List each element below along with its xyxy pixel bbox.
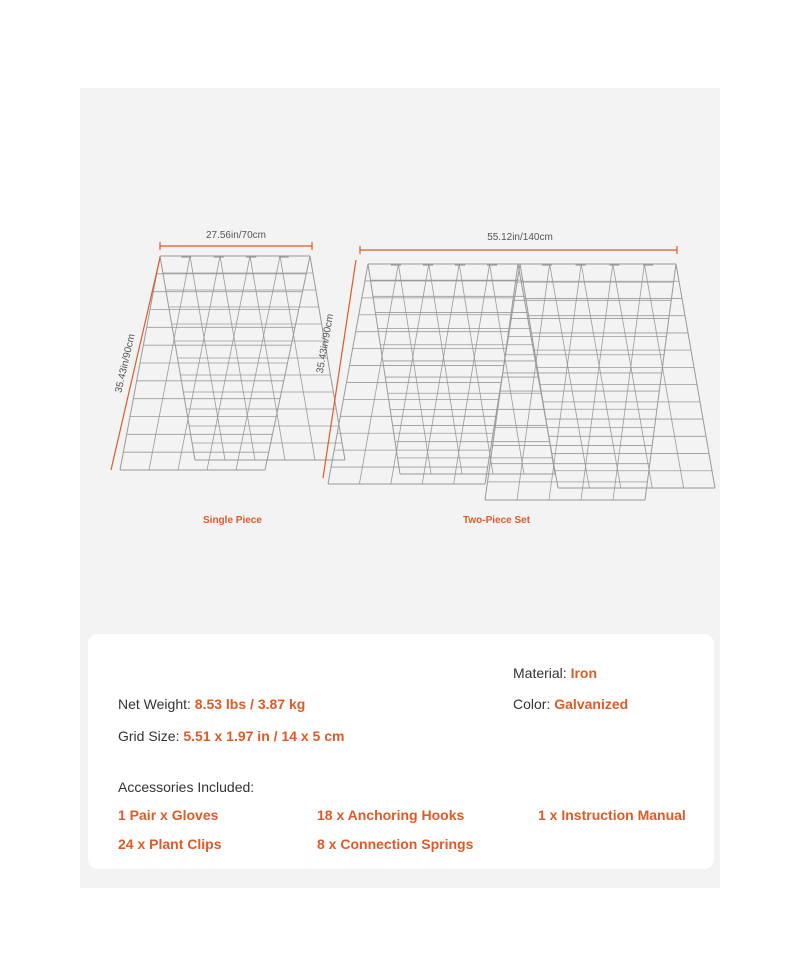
- two-piece-caption: Two-Piece Set: [463, 515, 531, 526]
- trellis-wire: [454, 264, 490, 484]
- double-width-dimension: [360, 232, 677, 254]
- trellis-wire: [676, 264, 715, 488]
- trellis-wire: [368, 264, 400, 474]
- trellis-wire: [517, 264, 550, 500]
- product-panel: [80, 88, 720, 888]
- grid-size-label: Grid Size:: [118, 728, 180, 744]
- accessory-item: 1 Pair x Gloves: [118, 807, 219, 823]
- single-width-dimension: [160, 230, 312, 250]
- double-height-label: 35.43in/90cm: [314, 313, 337, 375]
- color-label: Color:: [513, 696, 551, 712]
- material-label: Material:: [513, 665, 567, 681]
- trellis-wire: [613, 264, 644, 500]
- grid-size-value: 5.51 x 1.97 in / 14 x 5 cm: [183, 728, 345, 744]
- trellis-wire: [644, 264, 683, 488]
- accessory-item: 1 x Instruction Manual: [538, 807, 686, 823]
- material-spec: [513, 665, 597, 681]
- single-piece-grid: [120, 256, 345, 470]
- trellis-wire: [485, 264, 518, 500]
- single-width-label: 27.56in/70cm: [205, 230, 267, 241]
- material-value: Iron: [570, 665, 598, 681]
- weight-label: Net Weight:: [118, 696, 191, 712]
- two-piece-grid: [328, 264, 715, 500]
- accessory-item: 24 x Plant Clips: [118, 836, 222, 852]
- trellis-wire: [328, 264, 368, 484]
- trellis-wire: [645, 264, 676, 500]
- trellis-wire: [490, 264, 524, 474]
- weight-spec: [118, 696, 305, 712]
- single-piece-caption: Single Piece: [203, 515, 262, 526]
- trellis-wire: [459, 264, 493, 474]
- trellis-wire: [581, 264, 613, 500]
- double-width-label: 55.12in/140cm: [487, 232, 553, 243]
- weight-value: 8.53 lbs / 3.87 kg: [194, 696, 306, 712]
- trellis-wire: [429, 264, 462, 474]
- accessory-item: 18 x Anchoring Hooks: [317, 807, 465, 823]
- color-value: Galvanized: [554, 696, 629, 712]
- single-height-label: 35.43in/90cm: [113, 332, 138, 394]
- trellis-wire: [398, 264, 431, 474]
- color-spec: [513, 696, 628, 712]
- accessories-title: Accessories Included:: [118, 779, 255, 795]
- grid-size-spec: [118, 728, 344, 744]
- trellis-wire: [518, 264, 558, 488]
- trellis-wire: [359, 264, 398, 484]
- trellis-diagram: [80, 88, 720, 628]
- accessory-item: 8 x Connection Springs: [317, 836, 474, 852]
- single-height-dimension: [111, 258, 160, 470]
- spec-card: [88, 634, 714, 869]
